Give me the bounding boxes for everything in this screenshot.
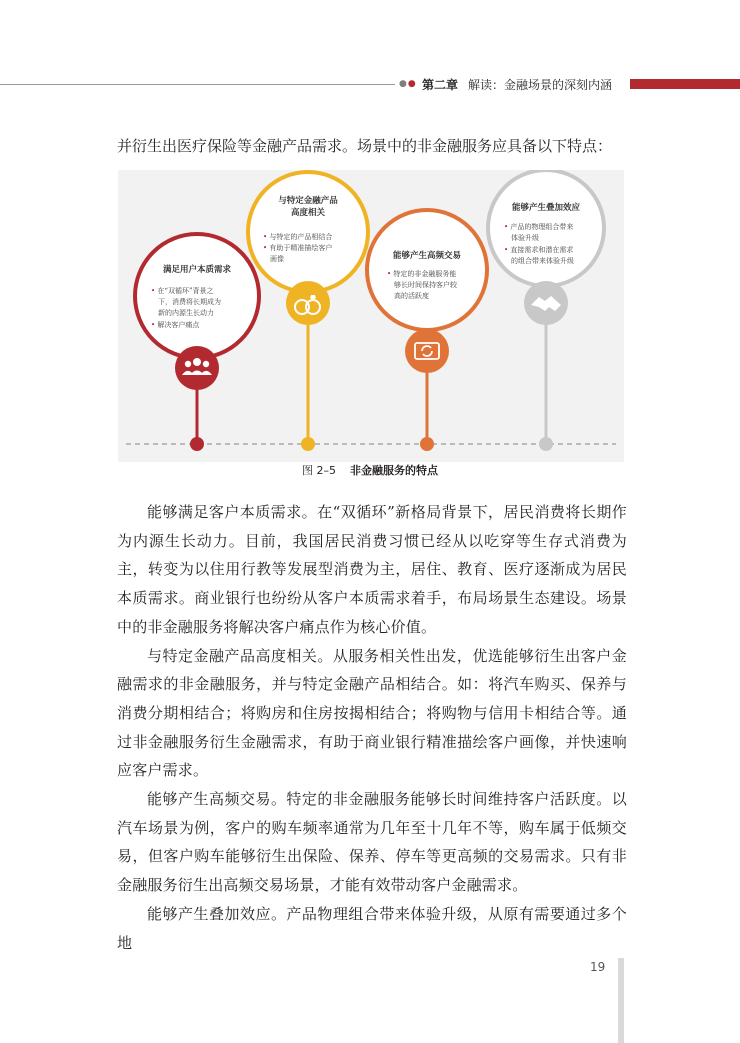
figure-number: 图 2–5 [302,464,336,477]
figure-caption [0,462,740,478]
feature-2-bubble [248,172,368,292]
feature-4-dot [539,437,553,451]
paragraph-2: 与特定金融产品高度相关。从服务相关性出发，优选能够衍生出客户金融需求的非金融服务，并与特定金融产品相结合。如：将汽车购买、保养与消费分期相结合；将购房和住房按揭相结合；将购物与信用卡相结合等。通过非金融服务衍生金融需求，有助于商业银行精准描绘客户画像，并快速响应客户需求。 [117,646,627,780]
running-header [422,76,612,93]
figure-graphic [118,170,624,462]
header-rule [0,84,395,85]
chapter-label: 第二章 [422,78,459,92]
intro-paragraph: 并衍生出医疗保险等金融产品需求。场景中的非金融服务应具备以下特点： [117,137,613,155]
chapter-title: 解读：金融场景的深刻内涵 [468,78,613,92]
feature-1-dot [190,437,204,451]
feature-1-bullet-2: • 解决客户痛点 [151,321,200,329]
feature-2-dot [301,437,315,451]
feature-2-bullet-2b: 画像 [270,255,284,263]
figure-nonfinancial-service [118,170,624,462]
page-edge-bar [618,958,624,1043]
paragraph-1: 能够满足客户本质需求。在“双循环”新格局背景下，居民消费将长期作为内源生长动力。目前，我国居民消费习惯已经从以吃穿等生存式消费为主，转变为以住用行教等发展型消费为主，居住、教育、医疗逐渐成为居民本质需求。商业银行也纷纷从客户本质需求着手，布局场景生态建设。场景中的非金融服务将解决客户痛点作为核心价值。 [117,503,627,636]
header-accent-bar [630,79,740,89]
feature-1-bullet-1: • 在“双循环”背景之 [151,287,214,295]
feature-1-bubble [135,234,259,358]
page-number: 19 [590,960,606,974]
feature-3-bullet-1: • 特定的非金融服务能 [387,270,457,278]
feature-1-bullet-1b: 下，消费将长期成为 [158,298,221,306]
feature-1-icon-disc [175,346,219,390]
feature-3-bullet-1b: 够长时间保持客户较 [394,281,457,289]
feature-1-bullet-1c: 新的内源生长动力 [158,309,214,317]
feature-3-title: 能够产生高频交易 [392,251,462,261]
feature-2-bullet-1: • 与特定的产品相结合 [263,233,333,241]
feature-4-bullet-2: • 直接需求和潜在需求 [504,246,574,254]
body-text [117,498,627,957]
feature-3-icon-disc [405,329,449,373]
feature-3-bullet-1c: 高的活跃度 [394,292,429,300]
feature-4-bullet-2b: 的组合带来体验升级 [511,257,574,265]
paragraph-4: 能够产生叠加效应。产品物理组合带来体验升级，从原有需要通过多个地 [117,904,627,952]
feature-2-bullet-2: • 有助于精准描绘客户 [263,244,333,252]
figure-caption-text: 非金融服务的特点 [350,464,438,477]
feature-1-title: 满足用户本质需求 [162,265,232,275]
feature-4-bullet-1b: 体验升级 [511,234,539,242]
feature-4-title: 能够产生叠加效应 [511,203,581,213]
feature-2-title-line1: 与特定金融产品 [278,196,338,206]
feature-2-title-line2: 高度相关 [290,208,326,218]
feature-3-dot [420,437,434,451]
paragraph-3: 能够产生高频交易。特定的非金融服务能够长时间维持客户活跃度。以汽车场景为例，客户的购车频率通常为几年至十几年不等，购车属于低频交易，但客户购车能够衍生出保险、保养、停车等更高频的交易需求。只有非金融服务衍生出高频交易场景，才能有效带动客户金融需求。 [117,790,627,895]
header-dots-icon: ●● [399,79,417,89]
feature-4-bullet-1: • 产品的物理组合带来 [504,223,574,231]
